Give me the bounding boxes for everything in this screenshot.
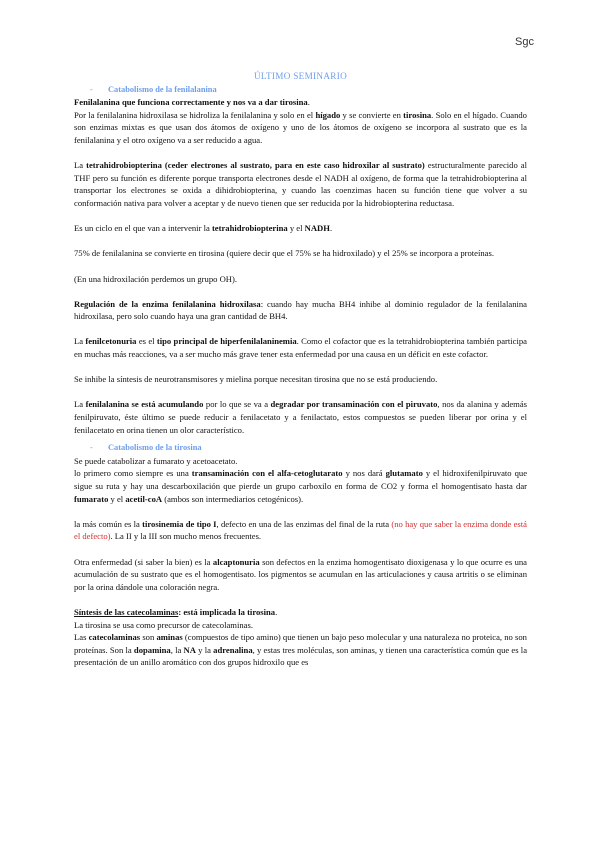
section-heading-fenilalanina [74, 84, 527, 97]
paragraph-hidroxilacion: (En una hidroxilación perdemos un grupo OH). [74, 273, 238, 284]
paragraph-transaminacion: lo primero como siempre es una transaminación con el alfa-cetoglutarato y nos dará glutamato y el hidroxifenilpiruvato que sigue su ruta y hay una descarboxilación que pierde un grupo carboxilo en forma de CO2 y forma el homogentisato hasta dar fumarato y el acetil-coA (ambos son intermediarios cetogénicos). [74, 468, 528, 504]
subheading-fenilalanina: Fenilalanina que funciona correctamente y nos va a dar tirosina. [74, 97, 310, 108]
subheading-catecolaminas: Síntesis de las catecolaminas: está implicada la tirosina. [74, 606, 278, 617]
paragraph-ciclo: Es un ciclo en el que van a intervenir la tetrahidrobiopterina y el NADH. [74, 223, 333, 234]
paragraph-porcentaje: 75% de fenilalanina se convierte en tirosina (quiere decir que el 75% se ha hidroxilado) y el 25% se incorpora a proteínas. [74, 248, 494, 259]
paragraph-acumulacion: La fenilalanina se está acumulando por lo que se va a degradar por transaminación con el piruvato, nos da alanina y además fenilpiruvato, éste último se puede reducir a fenilacetato y a fenilactato, estos compuestos se pueden liberar por orina y el fenilacetato en orina tienen un olor característico. [74, 399, 528, 435]
paragraph-fenilcetonuria: La fenilcetonuria es el tipo principal de hiperfenilalaninemia. Como el cofactor que es la tetrahidrobiopterina también participa en muchas más reacciones, va a ser mucho más grave tener esta enfermedad por una causa en un déficit en este cofactor. [74, 336, 527, 360]
red-note: (no hay que saber la enzima donde está el defecto) [74, 518, 527, 542]
paragraph-neurotransmisores: Se inhibe la síntesis de neurotransmisores y mielina porque necesitan tirosina que no se está produciendo. [74, 374, 438, 385]
paragraph-precursor: La tirosina se usa como precursor de catecolaminas. [74, 619, 253, 630]
bullet-dash: - [90, 443, 93, 453]
paragraph-catecolaminas: Las catecolaminas son aminas (compuestos de tipo amino) que tienen un bajo peso molecular y una naturaleza no proteica, no son proteínas. Son la dopamina, la NA y la adrenalina, y estas tres moléculas, son aminas, y tienen una característica común que es la presentación de un anillo aromático con dos grupos hidroxilo que es [74, 632, 528, 668]
paragraph-tirosinemia: la más común es la tirosinemia de tipo I, defecto en una de las enzimas del final de la ruta (no hay que saber la enzima donde está el defecto). La II y la III son mucho menos frecuentes. [74, 518, 527, 542]
document-body [74, 70, 527, 669]
paragraph-catabolizar: Se puede catabolizar a fumarato y acetoacetato. [74, 455, 238, 466]
section-heading-tirosina [74, 442, 527, 455]
paragraph-regulacion: Regulación de la enzima fenilalanina hidroxilasa: cuando hay mucha BH4 inhibe al dominio regulador de la fenilalanina hidroxilasa, pero solo cuando haya una gran cantidad de BH4. [74, 298, 527, 322]
paragraph-hidroxilasa: Por la fenilalanina hidroxilasa se hidroliza la fenilalanina y solo en el hígado y se convierte en tirosina. Solo en el hígado. Cuando son enzimas mixtas es que usan dos átomos de oxígeno y uno de los átomos de oxígeno se incorpora al sustrato que es la fenilalanina y el otro oxígeno va a ser reducido a agua. [74, 109, 527, 145]
paragraph-alcaptonuria: Otra enfermedad (si saber la bien) es la alcaptonuria son defectos en la enzima homogentisato dioxigenasa y lo que ocurre es una acumulación de su sustrato que es el homogentisato. los pigmentos se acumulan en las articulaciones y causa artritis o se eliminan por la orina dándole una coloración negra. [74, 556, 527, 592]
bullet-dash: - [90, 84, 93, 94]
section-heading-text: Catabolismo de la fenilalanina [108, 84, 217, 94]
section-heading-text: Catabolismo de la tirosina [108, 443, 202, 453]
paragraph-tetrahidrobiopterina: La tetrahidrobiopterina (ceder electrones al sustrato, para en este caso hidroxilar al sustrato) estructuralmente parecido al THF pero su función es diferente porque transporta electrones desde el NADH al oxígeno, de forma que la tetrahidrobiopterina al transportar los electrones se oxida a dihidrobiopterina, y cuando las coenzimas hacen su función tiene que volver a su conformación nativa para volver a aceptar y de nuevo tienen que ser reducida por la hidrobiopterina reductasa. [74, 160, 527, 208]
header-tag: Sgc [515, 36, 534, 48]
document-title: ÚLTIMO SEMINARIO [253, 71, 348, 81]
